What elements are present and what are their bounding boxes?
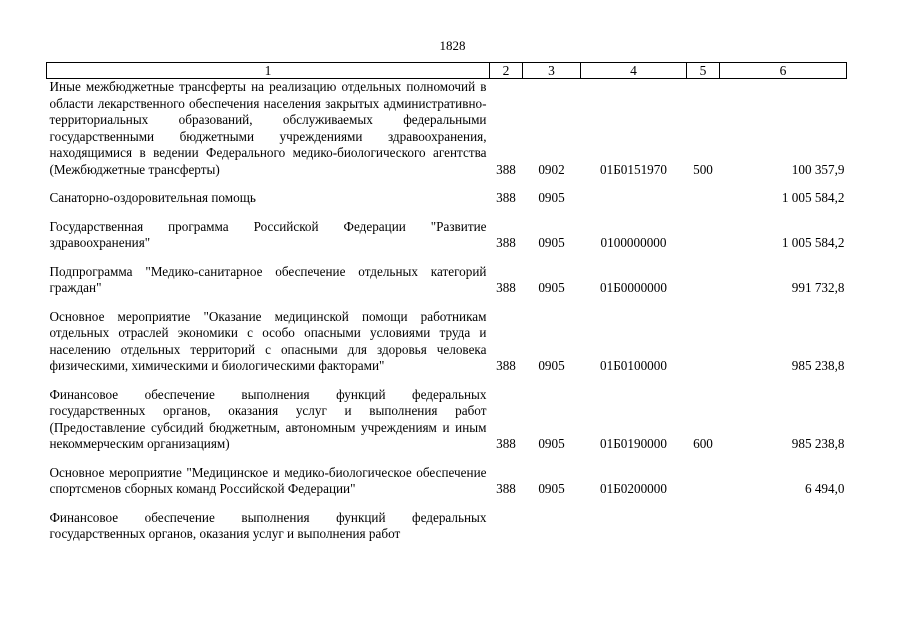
row-name: Иные межбюджетные трансферты на реализацию отдельных полномочий в области лекарственного обеспечения населения закрытых административно-территориальных образований, обслуживаемых федеральными государственными бюджетными учреждениями здравоохранения, находящимися в ведении Федерального медико-биологического агентства (Межбюджетные трансферты) [49, 79, 487, 177]
header-col-5: 5 [687, 63, 720, 79]
table-row [47, 79, 847, 179]
row-name: Основное мероприятие "Медицинское и медико-биологическое обеспечение спортсменов сборных команд Российской Федерации" [49, 464, 487, 496]
row-name: Финансовое обеспечение выполнения функций федеральных государственных органов, оказания услуг и выполнения работ [49, 509, 487, 541]
row-amount: 985 238,8 [791, 436, 845, 451]
row-spacer [47, 178, 847, 190]
row-expense-type [687, 190, 720, 207]
row-spacer [47, 297, 847, 309]
table-row [47, 309, 847, 375]
row-amount [720, 510, 847, 543]
row-spacer [47, 252, 847, 264]
row-ministry: 388 [496, 280, 516, 295]
header-col-1: 1 [47, 63, 490, 79]
row-target: 0100000000 [600, 235, 667, 250]
row-expense-type [687, 264, 720, 297]
row-target [581, 510, 687, 543]
row-target: 01Б0190000 [600, 436, 667, 451]
row-expense-type [687, 510, 720, 543]
table-row [47, 219, 847, 252]
row-amount: 991 732,8 [791, 280, 845, 295]
row-ministry: 388 [496, 481, 516, 496]
row-target: 01Б0100000 [600, 358, 667, 373]
table-header [47, 63, 847, 79]
row-spacer [47, 498, 847, 510]
row-ministry [490, 510, 523, 543]
row-amount: 985 238,8 [791, 358, 845, 373]
row-expense-type: 600 [693, 436, 713, 451]
row-amount: 100 357,9 [791, 161, 845, 177]
table-row [47, 190, 847, 207]
row-section: 0905 [538, 280, 565, 295]
row-amount: 6 494,0 [804, 481, 845, 496]
header-col-3: 3 [523, 63, 581, 79]
row-spacer [47, 453, 847, 465]
row-ministry: 388 [496, 358, 516, 373]
row-amount: 1 005 584,2 [781, 235, 845, 250]
row-target: 01Б0200000 [600, 481, 667, 496]
table-row [47, 465, 847, 498]
budget-table [46, 62, 847, 543]
table-row [47, 264, 847, 297]
row-section: 0905 [538, 235, 565, 250]
row-expense-type [687, 219, 720, 252]
row-ministry: 388 [496, 190, 516, 205]
row-spacer [47, 375, 847, 387]
row-expense-type [687, 309, 720, 375]
row-name: Основное мероприятие "Оказание медицинской помощи работникам отдельных отраслей экономики с особо опасными условиями труда и населению отдельных территорий с опасными для здоровья человека физическими, химическими и биологическими факторами" [49, 308, 487, 373]
row-target: 01Б0151970 [600, 161, 667, 177]
row-section: 0905 [538, 358, 565, 373]
header-col-4: 4 [581, 63, 687, 79]
row-target: 01Б0000000 [600, 280, 667, 295]
row-expense-type [687, 465, 720, 498]
row-section: 0905 [538, 481, 565, 496]
row-ministry: 388 [496, 161, 516, 177]
row-ministry: 388 [496, 235, 516, 250]
row-name: Санаторно-оздоровительная помощь [49, 190, 256, 205]
row-section: 0902 [538, 161, 565, 177]
row-section: 0905 [538, 436, 565, 451]
page-number: 1828 [439, 38, 466, 53]
row-name: Подпрограмма "Медико-санитарное обеспечение отдельных категорий граждан" [49, 263, 487, 295]
row-expense-type: 500 [693, 161, 713, 177]
table-row [47, 387, 847, 453]
row-ministry: 388 [496, 436, 516, 451]
header-col-6: 6 [720, 63, 847, 79]
row-section [523, 510, 581, 543]
header-col-2: 2 [490, 63, 523, 79]
row-section: 0905 [538, 190, 565, 205]
row-name: Государственная программа Российской Федерации "Развитие здравоохранения" [49, 218, 487, 250]
row-target [581, 190, 687, 207]
row-amount: 1 005 584,2 [781, 190, 845, 205]
table-body [47, 79, 847, 543]
row-name: Финансовое обеспечение выполнения функций федеральных государственных органов, оказания услуг и выполнения работ (Предоставление субсидий бюджетным, автономным учреждениям и иным некоммерческим организациям) [49, 386, 487, 451]
row-spacer [47, 207, 847, 219]
table-row [47, 510, 847, 543]
